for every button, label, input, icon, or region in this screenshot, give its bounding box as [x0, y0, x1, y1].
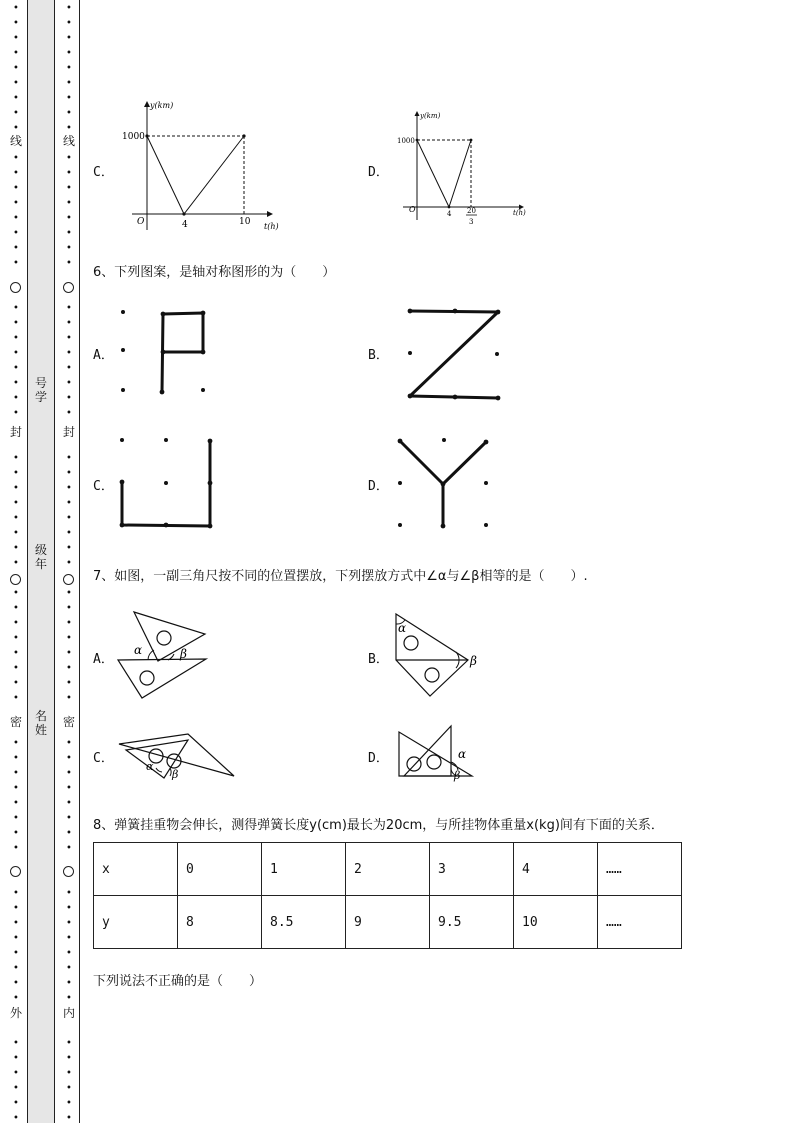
q6-option-c-label: C．: [93, 479, 114, 494]
q6-option-d-label: D．: [368, 479, 389, 494]
field-char: 名: [34, 709, 47, 723]
binding-dot: •: [13, 828, 19, 839]
binding-dot: •: [66, 228, 72, 239]
table-cell: x: [94, 843, 178, 896]
binding-dot: •: [13, 153, 19, 164]
binding-dot: •: [13, 498, 19, 509]
binding-hole-icon: [63, 866, 74, 877]
binding-dot: •: [13, 333, 19, 344]
binding-dot: •: [66, 558, 72, 569]
binding-dot: •: [13, 798, 19, 809]
binding-dot: •: [13, 78, 19, 89]
binding-dot: •: [66, 678, 72, 689]
binding-dot: •: [66, 453, 72, 464]
binding-dot: •: [66, 993, 72, 1004]
binding-hole-icon: [63, 574, 74, 585]
outer-mark-line: 线: [9, 134, 22, 148]
q6-option-b-label: B．: [368, 348, 389, 363]
q7-option-a-label: A．: [93, 652, 114, 667]
binding-dot: •: [13, 318, 19, 329]
binding-dot: •: [13, 888, 19, 899]
binding-hole-icon: [10, 282, 21, 293]
inner-mark-secret: 密: [62, 715, 75, 729]
inner-border-line: [79, 0, 80, 1123]
binding-dot: •: [66, 903, 72, 914]
alpha-label: α: [134, 643, 143, 657]
binding-dot: •: [13, 693, 19, 704]
binding-dot: •: [66, 393, 72, 404]
q6-option-a-label: A．: [93, 348, 114, 363]
binding-dot: •: [13, 918, 19, 929]
binding-dot: •: [13, 543, 19, 554]
binding-dot: •: [66, 48, 72, 59]
binding-dot: •: [13, 453, 19, 464]
binding-dot: •: [66, 168, 72, 179]
binding-dot: •: [13, 1038, 19, 1049]
binding-dot: •: [66, 183, 72, 194]
q5-graph-d: [393, 108, 533, 232]
binding-dot: •: [66, 738, 72, 749]
binding-dot: •: [66, 693, 72, 704]
binding-dot: •: [66, 243, 72, 254]
binding-dot: •: [13, 168, 19, 179]
binding-dot: •: [13, 33, 19, 44]
binding-dot: •: [13, 378, 19, 389]
binding-dot: •: [13, 123, 19, 134]
q6-figure-b: [400, 302, 510, 402]
binding-dot: •: [13, 903, 19, 914]
binding-dot: •: [13, 738, 19, 749]
table-cell: 4: [514, 843, 598, 896]
inner-mark-seal: 封: [62, 425, 75, 439]
binding-dot: •: [66, 33, 72, 44]
binding-dot: •: [66, 888, 72, 899]
outer-mark-secret: 密: [9, 715, 22, 729]
binding-dot: •: [66, 408, 72, 419]
binding-dot: •: [66, 948, 72, 959]
q5-graph-c: [122, 96, 282, 234]
binding-dot: •: [66, 18, 72, 29]
binding-hole-icon: [10, 574, 21, 585]
q7-option-b-label: B．: [368, 652, 389, 667]
binding-dot: •: [66, 1083, 72, 1094]
beta-label: β: [172, 768, 179, 780]
point: [416, 139, 419, 142]
binding-dot: •: [13, 108, 19, 119]
table-cell: 0: [178, 843, 262, 896]
distance-line: [417, 140, 471, 207]
table-row-y: [94, 896, 682, 949]
table-cell: y: [94, 896, 178, 949]
table-cell: ……: [598, 843, 682, 896]
binding-dot: •: [13, 513, 19, 524]
y-tick-1000: 1000: [397, 137, 415, 145]
binding-dot: •: [66, 468, 72, 479]
grade-field: [27, 543, 55, 571]
binding-dot: •: [13, 483, 19, 494]
binding-dot: •: [13, 468, 19, 479]
binding-dot: •: [13, 258, 19, 269]
binding-dot: •: [66, 768, 72, 779]
outer-mark-outside: 外: [9, 1006, 22, 1020]
inner-mark-inside: 内: [62, 1006, 75, 1020]
binding-dot: •: [66, 798, 72, 809]
origin-label: O: [137, 217, 145, 227]
binding-dot: •: [66, 633, 72, 644]
binding-dot: •: [66, 63, 72, 74]
binding-dot: •: [66, 663, 72, 674]
binding-dot: •: [13, 183, 19, 194]
binding-dot: •: [13, 933, 19, 944]
binding-dot: •: [13, 1083, 19, 1094]
binding-dot: •: [66, 1053, 72, 1064]
binding-dot: •: [13, 813, 19, 824]
binding-dot: •: [66, 153, 72, 164]
binding-dot: •: [66, 1098, 72, 1109]
q8-data-table: [93, 842, 682, 949]
binding-dot: •: [66, 513, 72, 524]
binding-dot: •: [66, 213, 72, 224]
binding-dot: •: [13, 198, 19, 209]
binding-dot: •: [13, 603, 19, 614]
binding-dot: •: [66, 813, 72, 824]
alpha-label: α: [398, 621, 407, 635]
binding-dot: •: [66, 783, 72, 794]
binding-dot: •: [66, 3, 72, 14]
q8-followup: 下列说法不正确的是（ ）: [93, 974, 263, 989]
inner-margin-column: [58, 0, 80, 1123]
binding-dot: •: [66, 1113, 72, 1124]
binding-dot: •: [13, 348, 19, 359]
binding-dot: •: [66, 93, 72, 104]
binding-dot: •: [13, 18, 19, 29]
x-tick-4: 4: [447, 210, 452, 218]
table-cell: 8.5: [262, 896, 346, 949]
point: [145, 134, 148, 137]
origin-label: O: [409, 205, 416, 214]
x-tick-10: 10: [239, 217, 251, 227]
y-axis-label: y(km): [150, 101, 174, 110]
field-char: 姓: [34, 723, 47, 737]
binding-dot: •: [13, 588, 19, 599]
outer-margin-column: [5, 0, 27, 1123]
binding-dot: •: [13, 393, 19, 404]
y-axis-label: y(km): [420, 112, 441, 120]
point: [182, 212, 185, 215]
q7-option-c-label: C．: [93, 751, 114, 766]
binding-dot: •: [13, 93, 19, 104]
binding-hole-icon: [63, 282, 74, 293]
y-tick-1000: 1000: [122, 132, 145, 142]
q5-option-c-label: C．: [93, 165, 114, 180]
binding-dot: •: [13, 768, 19, 779]
beta-label: β: [180, 647, 187, 661]
binding-dot: •: [66, 303, 72, 314]
binding-dot: •: [13, 783, 19, 794]
table-cell: 8: [178, 896, 262, 949]
binding-dot: •: [66, 78, 72, 89]
x-axis-label: t(h): [513, 209, 526, 217]
binding-dot: •: [13, 213, 19, 224]
binding-dot: •: [13, 243, 19, 254]
table-row-x: [94, 843, 682, 896]
q6-figure-a: [112, 302, 222, 402]
table-cell: ……: [598, 896, 682, 949]
binding-dot: •: [13, 618, 19, 629]
field-char: 号: [34, 376, 47, 390]
q7-figure-a: [114, 608, 214, 704]
binding-dot: •: [13, 963, 19, 974]
binding-dot: •: [66, 123, 72, 134]
inner-mark-line: 线: [62, 134, 75, 148]
binding-dot: •: [13, 1068, 19, 1079]
binding-dot: •: [13, 1098, 19, 1109]
binding-dot: •: [66, 363, 72, 374]
binding-dot: •: [13, 633, 19, 644]
binding-dot: •: [13, 1113, 19, 1124]
binding-hole-icon: [10, 866, 21, 877]
binding-dot: •: [13, 558, 19, 569]
binding-dot: •: [13, 228, 19, 239]
binding-dot: •: [13, 63, 19, 74]
q6-figure-c: [112, 432, 222, 532]
student-number-field: [27, 376, 55, 404]
alpha-label: α: [146, 760, 154, 773]
binding-dot: •: [66, 933, 72, 944]
binding-dot: •: [66, 843, 72, 854]
binding-dot: •: [66, 543, 72, 554]
binding-dot: •: [66, 588, 72, 599]
binding-dot: •: [66, 978, 72, 989]
binding-dot: •: [13, 528, 19, 539]
binding-dot: •: [66, 498, 72, 509]
binding-dot: •: [66, 528, 72, 539]
field-char: 年: [34, 557, 47, 571]
table-cell: 9: [346, 896, 430, 949]
x-tick-4: 4: [182, 220, 188, 230]
binding-dot: •: [13, 408, 19, 419]
q5-option-d-label: D．: [368, 165, 389, 180]
binding-dot: •: [66, 348, 72, 359]
binding-dot: •: [66, 1038, 72, 1049]
field-char: 级: [34, 543, 47, 557]
binding-dot: •: [13, 663, 19, 674]
binding-dot: •: [66, 618, 72, 629]
binding-dot: •: [13, 993, 19, 1004]
binding-dot: •: [13, 1053, 19, 1064]
binding-dot: •: [13, 363, 19, 374]
binding-dot: •: [66, 918, 72, 929]
binding-dot: •: [13, 753, 19, 764]
q7-figure-c: [116, 728, 238, 780]
binding-dot: •: [66, 258, 72, 269]
table-cell: 1: [262, 843, 346, 896]
point: [448, 206, 451, 209]
q7-figure-d: [396, 724, 476, 782]
field-char: 学: [34, 390, 47, 404]
beta-label: β: [454, 769, 461, 782]
q6-figure-d: [390, 432, 500, 532]
q7-figure-b: [390, 608, 490, 704]
beta-label: β: [470, 654, 477, 668]
binding-dot: •: [66, 198, 72, 209]
q8-stem: 8、弹簧挂重物会伸长，测得弹簧长度y(cm)最长为20cm，与所挂物体重量x(kg)间有下面的关系．: [93, 818, 664, 833]
table-cell: 2: [346, 843, 430, 896]
x-tick-frac-num: 20: [467, 207, 476, 215]
binding-dot: •: [66, 1068, 72, 1079]
binding-dot: •: [66, 378, 72, 389]
point: [242, 134, 245, 137]
q7-option-d-label: D．: [368, 751, 389, 766]
binding-dot: •: [13, 978, 19, 989]
binding-dot: •: [66, 648, 72, 659]
binding-dot: •: [66, 603, 72, 614]
name-field: [27, 709, 55, 737]
binding-dot: •: [66, 318, 72, 329]
table-cell: 10: [514, 896, 598, 949]
x-axis-label: t(h): [264, 222, 279, 231]
binding-dot: •: [66, 963, 72, 974]
binding-dot: •: [13, 303, 19, 314]
x-tick-frac-den: 3: [469, 218, 474, 226]
outer-mark-seal: 封: [9, 425, 22, 439]
binding-dot: •: [13, 678, 19, 689]
binding-dot: •: [66, 753, 72, 764]
q7-stem: 7、如图，一副三角尺按不同的位置摆放，下列摆放方式中∠α与∠β相等的是（ ）.: [93, 569, 588, 584]
binding-dot: •: [13, 843, 19, 854]
alpha-label: α: [458, 747, 467, 761]
q6-stem: 6、下列图案，是轴对称图形的为（ ）: [93, 265, 336, 280]
binding-dot: •: [13, 948, 19, 959]
binding-dot: •: [66, 333, 72, 344]
table-cell: 3: [430, 843, 514, 896]
binding-dot: •: [13, 648, 19, 659]
binding-dot: •: [66, 108, 72, 119]
table-cell: 9.5: [430, 896, 514, 949]
point: [470, 139, 473, 142]
binding-dot: •: [13, 3, 19, 14]
binding-dot: •: [66, 828, 72, 839]
binding-dot: •: [13, 48, 19, 59]
binding-dot: •: [66, 483, 72, 494]
distance-line: [147, 136, 244, 214]
